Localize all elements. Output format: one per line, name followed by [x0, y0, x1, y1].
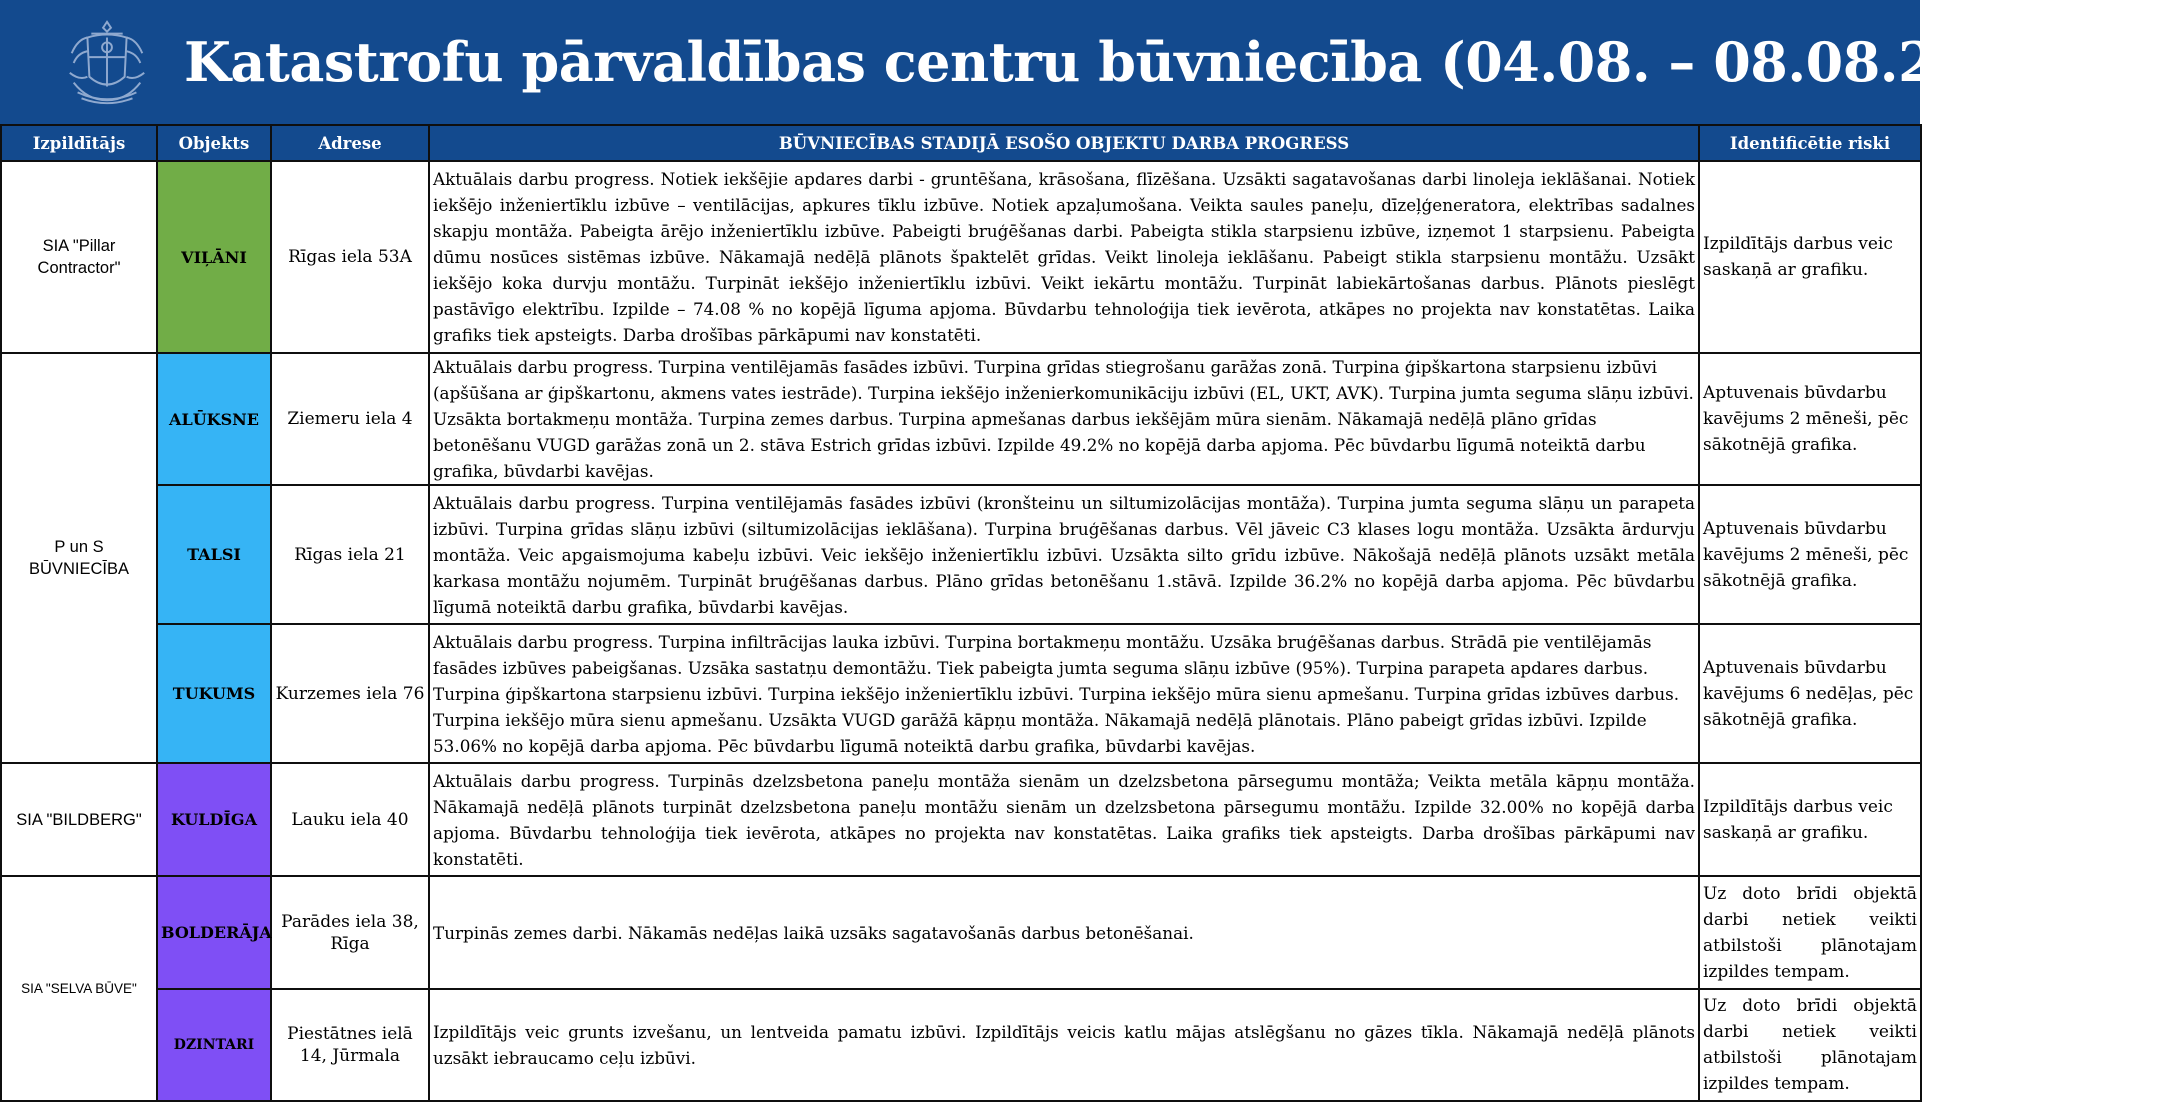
- risk-cell: Izpildītājs darbus veic saskaņā ar grafiku.: [1699, 161, 1921, 353]
- risk-cell: Uz doto brīdi objektā darbi netiek veikti atbilstoši plānotajam izpildes tempam.: [1699, 989, 1921, 1101]
- table-row: [1, 161, 1921, 353]
- progress-cell: Aktuālais darbu progress. Turpina ventilējamās fasādes izbūvi (kronšteinu un siltumizolācijas montāža). Turpina jumta seguma slāņu un parapeta izbūvi. Turpina grīdas slāņu izbūvi (siltumizolācijas ieklāšana). Turpina bruģēšanas darbus. Vēl jāveic C3 klases logu montāža. Uzsākta ārdurvju montāža. Veic apgaismojuma kabeļu izbūvi. Veic iekšējo inženiertīklu izbūvi. Uzsākta silto grīdu izbūve. Nākošajā nedēļā plānots uzsākt metāla karkasa montāžu nojumēm. Turpināt bruģēšanas darbus. Plāno grīdas betonēšanu 1.stāvā. Izpilde 36.2% no kopējā darba apjoma. Pēc būvdarbu līgumā noteiktā darbu grafika, būvdarbi kavējas.: [429, 485, 1699, 624]
- page-title: Katastrofu pārvaldības centru būvniecība (04.08. – 08.08.2025) (2): [184, 30, 2177, 94]
- column-header-progress: BŪVNIECĪBAS STADIJĀ ESOŠO OBJEKTU DARBA PROGRESS: [429, 125, 1699, 161]
- risk-cell: Aptuvenais būvdarbu kavējums 2 mēneši, pēc sākotnējā grafika.: [1699, 485, 1921, 624]
- object-cell: BOLDERĀJA: [157, 876, 271, 989]
- progress-cell: Izpildītājs veic grunts izvešanu, un lentveida pamatu izbūvi. Izpildītājs veicis katlu mājas atslēgšanu no gāzes tīkla. Nākamajā nedēļā plānots uzsākt iebraucamo ceļu izbūvi.: [429, 989, 1699, 1101]
- object-cell: KULDĪGA: [157, 763, 271, 876]
- table-row: [1, 876, 1921, 989]
- risk-cell: Izpildītājs darbus veic saskaņā ar grafiku.: [1699, 763, 1921, 876]
- address-cell: Parādes iela 38, Rīga: [271, 876, 429, 989]
- column-header-address: Adrese: [271, 125, 429, 161]
- table-row: [1, 624, 1921, 763]
- column-header-risks: Identificētie riski: [1699, 125, 1921, 161]
- object-cell: TUKUMS: [157, 624, 271, 763]
- page-header: [0, 0, 2177, 124]
- contractor-cell: SIA "BILDBERG": [1, 763, 157, 876]
- object-cell: VIĻĀNI: [157, 161, 271, 353]
- object-cell: TALSI: [157, 485, 271, 624]
- progress-cell: Aktuālais darbu progress. Turpina infiltrācijas lauka izbūvi. Turpina bortakmeņu montāžu. Uzsāka bruģēšanas darbus. Strādā pie ventilējamās fasādes izbūves pabeigšanas. Uzsāka sastatņu demontāžu. Tiek pabeigta jumta seguma slāņu izbūve (95%). Turpina parapeta apdares darbus. Turpina ģipškartona starpsienu izbūvi. Turpina iekšējo inženiertīklu izbūvi. Turpina iekšējo mūra sienu apmešanu. Turpina grīdas izbūves darbus. Turpina iekšējo mūra sienu apmešanu. Uzsākta VUGD garāžā kāpņu montāža. Nākamajā nedēļā plānotais. Plāno pabeigt grīdas izbūvi. Izpilde 53.06% no kopējā darba apjoma. Pēc būvdarbu līgumā noteiktā darbu grafika, būvdarbi kavējas.: [429, 624, 1699, 763]
- object-cell: ALŪKSNE: [157, 353, 271, 485]
- progress-cell: Turpinās zemes darbi. Nākamās nedēļas laikā uzsāks sagatavošanās darbus betonēšanai.: [429, 876, 1699, 989]
- address-cell: Rīgas iela 21: [271, 485, 429, 624]
- table-header-row: [1, 125, 1921, 161]
- contractor-cell: SIA "SELVA BŪVE": [1, 876, 157, 1101]
- address-cell: Ziemeru iela 4: [271, 353, 429, 485]
- progress-cell: Aktuālais darbu progress. Notiek iekšējie apdares darbi - gruntēšana, krāsošana, flīzēšana. Uzsākti sagatavošanas darbi linoleja ieklāšanai. Notiek iekšējo inženiertīklu izbūve – ventilācijas, apkures tīklu izbūve. Notiek apzaļumošana. Veikta saules paneļu, dīzeļģeneratora, elektrības sadalnes skapju montāža. Pabeigta ārējo inženiertīklu izbūve. Pabeigti bruģēšanas darbi. Pabeigta stikla starpsienu izbūve, izņemot 1 starpsienu. Pabeigta dūmu nosūces sistēmas izbūve. Nākamajā nedēļā plānots špaktelēt grīdas. Veikt linoleja ieklāšanu. Pabeigt stikla starpsienu montāžu. Uzsākt iekšējo koka durvju montāžu. Turpināt iekšējo inženiertīklu izbūvi. Veikt iekārtu montāžu. Turpināt labiekārtošanas darbus. Plānots pieslēgt pastāvīgo elektrību. Izpilde – 74.08 % no kopējā līguma apjoma. Būvdarbu tehnoloģija tiek ievērota, atkāpes no projekta nav konstatētas. Laika grafiks tiek apsteigts. Darba drošības pārkāpumi nav konstatēti.: [429, 161, 1699, 353]
- progress-table: [0, 124, 1922, 1102]
- address-cell: Kurzemes iela 76: [271, 624, 429, 763]
- object-cell: DZINTARI: [157, 989, 271, 1101]
- table-row: [1, 763, 1921, 876]
- progress-cell: Aktuālais darbu progress. Turpina ventilējamās fasādes izbūvi. Turpina grīdas stiegrošanu garāžas zonā. Turpina ģipškartona starpsienu izbūvi (apšūšana ar ģipškartonu, akmens vates iestrāde). Turpina iekšējo inženierkomunikāciju izbūvi (EL, UKT, AVK). Turpina jumta seguma slāņu izbūvi. Uzsākta bortakmeņu montāža. Turpina zemes darbus. Turpina apmešanas darbus iekšējām mūra sienām. Nākamajā nedēļā plāno grīdas betonēšanu VUGD garāžas zonā un 2. stāva Estrich grīdas izbūvi. Izpilde 49.2% no kopējā darba apjoma. Pēc būvdarbu līgumā noteiktā darbu grafika, būvdarbi kavējas.: [429, 353, 1699, 485]
- table-row: [1, 353, 1921, 485]
- column-header-object: Objekts: [157, 125, 271, 161]
- contractor-cell: P un S BŪVNIECĪBA: [1, 353, 157, 763]
- table-row: [1, 485, 1921, 624]
- column-header-contractor: Izpildītājs: [1, 125, 157, 161]
- address-cell: Piestātnes ielā 14, Jūrmala: [271, 989, 429, 1101]
- latvia-coat-of-arms-icon: [58, 14, 156, 112]
- table-row: [1, 989, 1921, 1101]
- risk-cell: Aptuvenais būvdarbu kavējums 6 nedēļas, pēc sākotnējā grafika.: [1699, 624, 1921, 763]
- progress-cell: Aktuālais darbu progress. Turpinās dzelzsbetona paneļu montāža sienām un dzelzsbetona pārsegumu montāža; Veikta metāla kāpņu montāža. Nākamajā nedēļā plānots turpināt dzelzsbetona paneļu montāžu sienām un dzelzsbetona pārsegumu montāžu. Izpilde 32.00% no kopējā darba apjoma. Būvdarbu tehnoloģija tiek ievērota, atkāpes no projekta nav konstatētas. Laika grafiks tiek apsteigts. Darba drošības pārkāpumi nav konstatēti.: [429, 763, 1699, 876]
- address-cell: Rīgas iela 53A: [271, 161, 429, 353]
- address-cell: Lauku iela 40: [271, 763, 429, 876]
- risk-cell: Uz doto brīdi objektā darbi netiek veikti atbilstoši plānotajam izpildes tempam.: [1699, 876, 1921, 989]
- risk-cell: Aptuvenais būvdarbu kavējums 2 mēneši, pēc sākotnējā grafika.: [1699, 353, 1921, 485]
- contractor-cell: SIA "Pillar Contractor": [1, 161, 157, 353]
